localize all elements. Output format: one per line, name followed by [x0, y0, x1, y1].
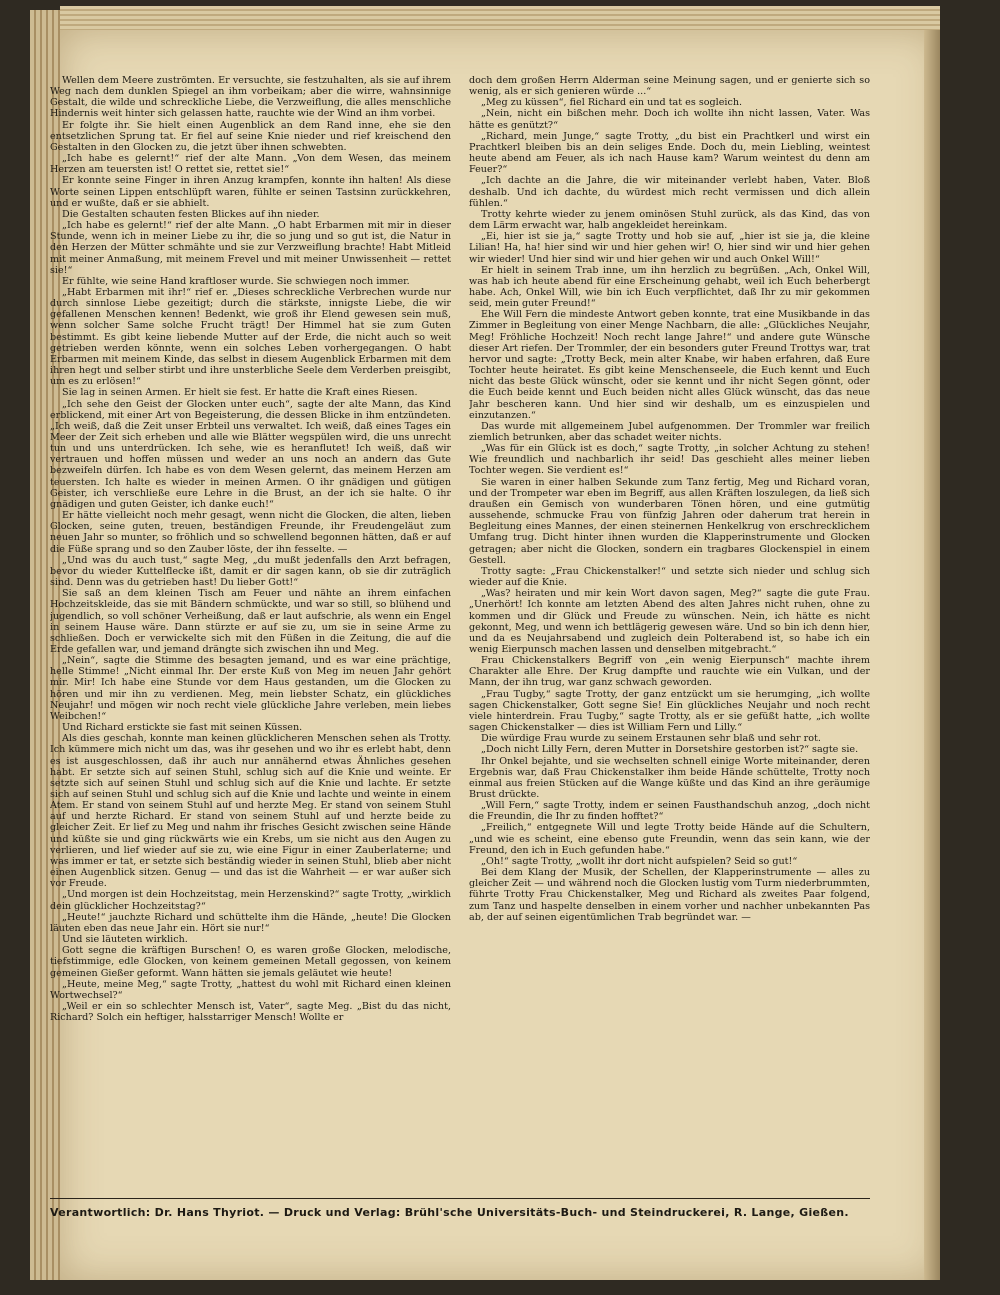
- paragraph: Bei dem Klang der Musik, der Schellen, der Klapperinstrumente — alles zu gleicher Zeit — und während noch die Glocken lustig vom Turm niederbrummten, führte Trotty Frau Chickenstalker, Meg und Richard als zweites Paar folgend, zum Tanz und haspelte denselben in einem vorher und nachher unbekannten Pas ab, der auf seinen eigentümlichen Trab begründet war. —: [469, 867, 870, 923]
- paragraph: „Doch nicht Lilly Fern, deren Mutter in Dorsetshire gestorben ist?“ sagte sie.: [481, 744, 859, 756]
- paragraph: „Was? heiraten und mir kein Wort davon sagen, Meg?“ sagte die gute Frau. „Unerhört! Ich konnte am letzten Abend des alten Jahres nicht ruhen, ohne zu kommen und dir Glück und Freude zu wünschen. Nein, ich hätte es nicht gekonnt, Meg, und wenn ich bettlägerig gewesen wäre. Und so bin ich denn hier, und da es Neujahrsabend und zugleich dein Polterabend ist, so habe ich ein wenig Eierpunsch machen lassen und denselben mitgebracht.“: [469, 588, 870, 655]
- paragraph: Er hätte vielleicht noch mehr gesagt, wenn nicht die Glocken, die alten, lieben Glocken, seine guten, treuen, beständigen Freunde, ihr Freudengeläut zum neuen Jahr so munter, so fröhlich und so schwellend begonnen hätten, daß er auf die Füße sprang und so den Zauber löste, der ihn fesselte. —: [50, 510, 451, 555]
- paragraph: Er folgte ihr. Sie hielt einen Augenblick an dem Rand inne, ehe sie den entsetzlichen Sprung tat. Er fiel auf seine Knie nieder und rief kreischend den Gestalten in den Glocken zu, die jetzt über ihnen schwebten.: [50, 119, 451, 153]
- page-stack-top: [60, 6, 940, 32]
- page-edge: [924, 30, 940, 1280]
- paragraph: Ihr Onkel bejahte, und sie wechselten schnell einige Worte miteinander, deren Ergebnis war, daß Frau Chickenstalker ihm beide Hände schüttelte, Trotty noch einmal aus freien Stücken auf die Wange küßte und das Kind an ihre geräumige Brust drückte.: [469, 755, 870, 800]
- paragraph: Die würdige Frau wurde zu seinem Erstaunen sehr blaß und sehr rot.: [481, 733, 821, 745]
- paragraph: Trotty sagte: „Frau Chickenstalker!“ und setzte sich nieder und schlug sich wieder auf die Knie.: [469, 565, 870, 589]
- paragraph: Frau Chickenstalkers Begriff von „ein wenig Eierpunsch“ machte ihrem Charakter alle Ehre. Der Krug dampfte und rauchte wie ein Vulkan, und der Mann, der ihn trug, war ganz schwach geworden.: [469, 655, 870, 689]
- paragraph: Gott segne die kräftigen Burschen! O, es waren große Glocken, melodische, tiefstimmige, edle Glocken, von keinem gemeinen Metall gegossen, von keinem gemeinen Gießer geformt. Wann hätten sie jemals geläutet wie heute!: [50, 945, 451, 979]
- text-columns: [50, 75, 870, 1190]
- paragraph: doch dem großen Herrn Alderman seine Meinung sagen, und er genierte sich so wenig, als er sich genieren würde ...“: [469, 75, 870, 98]
- paragraph: „Ich habe es gelernt!“ rief der alte Mann. „Von dem Wesen, das meinem Herzen am teuersten ist! O rettet sie, rettet sie!“: [50, 153, 451, 176]
- paragraph: „Nein“, sagte die Stimme des besagten jemand, und es war eine prächtige, helle Stimme! „Nicht einmal Ihr. Der erste Kuß von Meg im neuen Jahr gehört mir. Mir! Ich habe eine Stunde vor dem Haus gestanden, um die Glocken zu hören und mir ihn zu verdienen. Meg, mein liebster Schatz, ein glückliches Neujahr! und mögen wir noch recht viele glückliche Jahre verleben, mein liebes Weibchen!“: [50, 655, 451, 722]
- paragraph: „Ich dachte an die Jahre, die wir miteinander verlebt haben, Vater. Bloß deshalb. Und ich dachte, du würdest mich recht vermissen und dich allein fühlen.“: [469, 175, 870, 209]
- paragraph: Das wurde mit allgemeinem Jubel aufgenommen. Der Trommler war freilich ziemlich betrunken, aber das schadet weiter nichts.: [469, 420, 870, 443]
- paragraph: „Frau Tugby,“ sagte Trotty, der ganz entzückt um sie herumging, „ich wollte sagen Chickenstalker, Gott segne Sie! Ein glückliches Neujahr und noch recht viele hinterdrein. Frau Tugby,“ sagte Trotty, als er sie gefüßt hatte, „ich wollte sagen Chickenstalker — dies ist William Fern und Lilly.“: [469, 688, 870, 734]
- paragraph: „Meg zu küssen“, fiel Richard ein und tat es sogleich.: [481, 97, 743, 109]
- paragraph: Sie waren in einer halben Sekunde zum Tanz fertig, Meg und Richard voran, und der Trompeter war eben im Begriff, aus allen Kräften loszulegen, da ließ sich draußen ein Gemisch von wunderbaren Tönen hören, und eine gutmütig aussehende, schmucke Frau von fünfzig Jahren oder daherum trat herein in Begleitung eines Mannes, der einen steinernen Henkelkrug von erschrecklichem Umfang trug. Dicht hinter ihnen wurden die Klapperinstrumente und Glocken getragen; aber nicht die Glocken, sondern ein tragbares Glockenspiel in einem Gestell.: [469, 476, 870, 566]
- column-right: [469, 75, 870, 1190]
- paragraph: „Was für ein Glück ist es doch,“ sagte Trotty, „in solcher Achtung zu stehen! Wie freundlich und nachbarlich ihr seid! Das geschieht alles meiner lieben Tochter wegen. Sie verdient es!“: [469, 443, 870, 477]
- paragraph: „Will Fern,“ sagte Trotty, indem er seinen Fausthandschuh anzog, „doch nicht die Freundin, die Ihr zu finden hofftet?“: [469, 800, 870, 823]
- paragraph: „Heute!“ jauchzte Richard und schüttelte ihm die Hände, „heute! Die Glocken läuten eben das neue Jahr ein. Hört sie nur!“: [50, 911, 451, 934]
- paragraph: „Heute, meine Meg,“ sagte Trotty, „hattest du wohl mit Richard einen kleinen Wortwechsel?“: [50, 978, 451, 1001]
- paragraph: „Ich sehe den Geist der Glocken unter euch“, sagte der alte Mann, das Kind erblickend, mit einer Art von Begeisterung, die dessen Blicke in ihm entzündeten. „Ich weiß, daß die Zeit unser Erbteil uns verwaltet. Ich weiß, daß eines Tages ein Meer der Zeit sich erheben und alle wie Blätter wegspülen wird, die uns unrecht tun und uns unterdrücken. Ich sehe, wie es heranflutet! Ich weiß, daß wir vertrauen und hoffen müssen und weder an uns noch an andern das Gute bezweifeln dürfen. Ich habe es von dem Wesen gelernt, das meinem Herzen am teuersten. Ich halte es wieder in meinen Armen. O ihr gnädigen und gütigen Geister, ich verschließe eure Lehre in die Brust, an der ich sie halte. O ihr gnädigen und guten Geister, ich danke euch!“: [50, 398, 451, 510]
- paragraph: „Ei, hier ist sie ja,“ sagte Trotty und hob sie auf, „hier ist sie ja, die kleine Lilian! Ha, ha! hier sind wir und hier gehen wir! O, hier sind wir und hier gehen wir wieder! Und hier sind wir und hier gehen wir und auch Onkel Will!“: [469, 231, 870, 265]
- paragraph: Als dies geschah, konnte man keinen glücklicheren Menschen sehen als Trotty. Ich kümmere mich nicht um das, was ihr gesehen und wo ihr es erlebt habt, denn es ist ausgeschlossen, daß ihr auch nur annähernd etwas Ähnliches gesehen habt. Er setzte sich auf seinen Stuhl, schlug sich auf die Knie und weinte. Er setzte sich auf seinen Stuhl und schlug sich auf die Knie und lachte. Er setzte sich auf seinen Stuhl und schlug sich auf die Knie und lachte und weinte in einem Atem. Er stand von seinem Stuhl auf und herzte Meg. Er stand von seinem Stuhl auf und herzte Richard. Er stand von seinem Stuhl auf und herzte beide zu gleicher Zeit. Er lief zu Meg und nahm ihr frisches Gesicht zwischen seine Hände und küßte sie und ging rückwärts wie ein Krebs, um sie nicht aus den Augen zu verlieren, und lief wieder auf sie zu, wie eine Figur in einer Zauberlaterne; und was immer er tat, er setzte sich beständig wieder in seinen Stuhl, blieb aber nicht einen Augenblick sitzen. Genug — und das ist die Wahrheit — er war außer sich vor Freude.: [50, 733, 451, 890]
- paragraph: Sie saß an dem kleinen Tisch am Feuer und nähte an ihrem einfachen Hochzeitskleide, das sie mit Bändern schmückte, und war so still, so blühend und jugendlich, so voll schöner Verheißung, daß er laut aufschrie, als wenn ein Engel in seinem Hause wäre. Dann stürzte er auf sie zu, um sie in seine Arme zu schließen. Doch er verwickelte sich mit den Füßen in die Zeitung, die auf die Erde gefallen war, und jemand drängte sich zwischen ihn und Meg.: [50, 588, 451, 655]
- paragraph: „Habt Erbarmen mit ihr!“ rief er. „Dieses schreckliche Verbrechen wurde nur durch sinnlose Liebe gezeitigt; durch die stärkste, innigste Liebe, die wir gefallenen Menschen kennen! Bedenkt, wie groß ihr Elend gewesen sein muß, wenn solcher Same solche Frucht trägt! Der Himmel hat sie zum Guten bestimmt. Es gibt keine liebende Mutter auf der Erde, die nicht auch so weit getrieben werden könnte, wenn ein solches Leben vorhergegangen. O habt Erbarmen mit meinem Kinde, das selbst in diesem Augenblick Erbarmen mit dem ihren hegt und selber stirbt und ihre unsterbliche Seele dem Verderben preisgibt, um es zu erlösen!“: [50, 286, 451, 388]
- paragraph: „Freilich,“ entgegnete Will und legte Trotty beide Hände auf die Schultern, „und wie es scheint, eine ebenso gute Freundin, wenn das sein kann, wie der Freund, den ich in Euch gefunden habe.“: [469, 822, 870, 856]
- paragraph: „Oh!“ sagte Trotty, „wollt ihr dort nicht aufspielen? Seid so gut!“: [481, 855, 798, 867]
- paragraph: Wellen dem Meere zuströmten. Er versuchte, sie festzuhalten, als sie auf ihrem Weg nach dem dunklen Spiegel an ihm vorbeikam; aber die wirre, wahnsinnige Gestalt, die wilde und schreckliche Liebe, die Verzweiflung, die alles menschliche Hindernis weit hinter sich gelassen hatte, rauchte wie der Wind an ihm vorbei.: [50, 75, 451, 120]
- column-left: [50, 75, 451, 1190]
- paragraph: Die Gestalten schauten festen Blickes auf ihn nieder.: [62, 208, 320, 220]
- paragraph: „Ich habe es gelernt!“ rief der alte Mann. „O habt Erbarmen mit mir in dieser Stunde, wenn ich in meiner Liebe zu ihr, die so jung und so gut ist, die Natur in den Herzen der Mütter schmähte und sie zur Verzweiflung brachte! Habt Mitleid mit meiner Anmaßung, mit meinem Frevel und mit meiner Unwissenheit — rettet sie!“: [50, 220, 451, 276]
- paragraph: Sie lag in seinen Armen. Er hielt sie fest. Er hatte die Kraft eines Riesen.: [62, 387, 418, 399]
- paragraph: „Richard, mein Junge,“ sagte Trotty, „du bist ein Prachtkerl und wirst ein Prachtkerl bleiben bis an dein seliges Ende. Doch du, mein Liebling, weintest heute abend am Feuer, als ich nach Hause kam? Warum weintest du denn am Feuer?“: [469, 130, 870, 176]
- paragraph: „Nein, nicht ein bißchen mehr. Doch ich wollte ihn nicht lassen, Vater. Was hätte es genützt?“: [469, 108, 870, 131]
- paragraph: Er hielt in seinem Trab inne, um ihn herzlich zu begrüßen. „Ach, Onkel Will, was hab ich heute abend für eine Erscheinung gehabt, weil ich Euch beherbergt habe. Ach, Onkel Will, wie bin ich Euch verpflichtet, daß Ihr zu mir gekommen seid, mein guter Freund!“: [469, 264, 870, 310]
- paragraph: Trotty kehrte wieder zu jenem ominösen Stuhl zurück, als das Kind, das von dem Lärm erwacht war, halb angekleidet hereinkam.: [469, 208, 870, 232]
- paragraph: Er konnte seine Finger in ihren Anzug krampfen, konnte ihn halten! Als diese Worte seinen Lippen entschlüpft waren, fühlte er seinen Tastsinn zurückkehren, und er wußte, daß er sie abhielt.: [50, 175, 451, 209]
- paragraph: Ehe Will Fern die mindeste Antwort geben konnte, trat eine Musikbande in das Zimmer in Begleitung von einer Menge Nachbarn, die alle: „Glückliches Neujahr, Meg! Fröhliche Hochzeit! Noch recht lange Jahre!“ und andere gute Wünsche dieser Art riefen. Der Trommler, der ein besonders guter Freund Trottys war, trat hervor und sagte: „Trotty Beck, mein alter Knabe, wir haben erfahren, daß Eure Tochter heute heiratet. Es gibt keine Menschenseele, die Euch kennt und Euch nicht das beste Glück wünscht, oder sie kennt und ihr nicht Segen gönnt, oder die Euch beide kennt und Euch beiden nicht alles Glück wünscht, das das neue Jahr bescheren kann. Und hier sind wir deshalb, um es einzuspielen und einzutanzen.“: [469, 309, 870, 421]
- paragraph: „Weil er ein so schlechter Mensch ist, Vater“, sagte Meg. „Bist du das nicht, Richard? Solch ein heftiger, halsstarriger Mensch! Wollte er: [50, 1000, 451, 1024]
- footer-divider: [50, 1198, 870, 1199]
- paragraph: Er fühlte, wie seine Hand kraftloser wurde. Sie schwiegen noch immer.: [62, 275, 410, 287]
- imprint-footer: Verantwortlich: Dr. Hans Thyriot. — Druck und Verlag: Brühl'sche Universitäts-Buch- und Steindruckerei, R. Lange, Gießen.: [50, 1206, 849, 1219]
- paragraph: Und Richard erstickte sie fast mit seinen Küssen.: [62, 722, 303, 734]
- paragraph: „Und morgen ist dein Hochzeitstag, mein Herzenskind?“ sagte Trotty, „wirklich dein glücklicher Hochzeitstag?“: [50, 889, 451, 912]
- paragraph: „Und was du auch tust,“ sagte Meg, „du mußt jedenfalls den Arzt befragen, bevor du wieder Kuttelflecke ißt, damit er dir sagen kann, ob sie dir zuträglich sind. Denn was du getrieben hast! Du lieber Gott!“: [50, 554, 451, 589]
- paragraph: Und sie läuteten wirklich.: [62, 934, 188, 946]
